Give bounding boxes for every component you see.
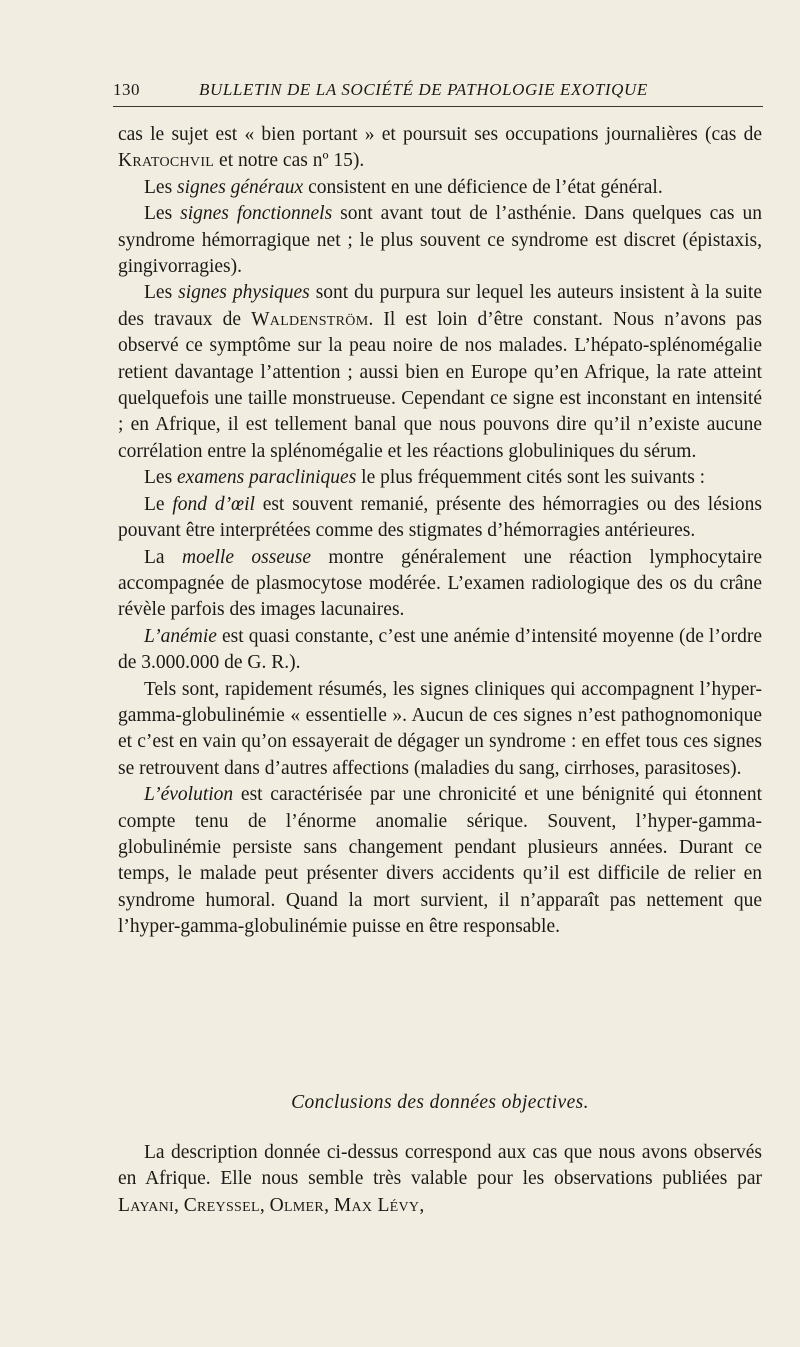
author-name: Waldenström [251, 308, 369, 330]
paragraph: Les signes fonctionnels sont avant tout de l’asthénie. Dans quelques cas un syndrome hémorragique net ; le plus souvent ce syndrome est discret (épistaxis, gingivorragies). [118, 203, 762, 278]
paragraph: Les signes physiques sont du purpura sur lequel les auteurs insistent à la suite des travaux de Waldenström. Il est loin d’être constant. Nous n’avons pas observé ce symptôme sur la peau noire de nos malades. L’hépato-splénomégalie retient davantage l’attention ; aussi bien en Europe qu’en Afrique, la rate atteint quelquefois une taille monstrueuse. Cependant ce signe est inconstant en intensité ; en Afrique, il est tellement banal que nous pouvons dire qu’il n’existe aucune corrélation entre la splénomégalie et les réactions globuliniques du sérum. [118, 282, 762, 462]
emphasis: L’évolution [144, 784, 234, 806]
paragraph: Tels sont, rapidement résumés, les signes cliniques qui accompagnent l’hyper-gamma-globulinémie « essentielle ». Aucun de ces signes n’est pathognomonique et c’est en vain qu’on essayerait de dégager un syndrome : en effet tous ces signes se retrouvent dans d’autres affections (maladies du sang, cirrhoses, parasitoses). [118, 678, 762, 779]
body-text [118, 122, 762, 941]
section-body-text [118, 1140, 762, 1219]
author-name: Olmer [269, 1194, 325, 1216]
emphasis: examens paracliniques [177, 467, 357, 489]
paragraph: L’anémie est quasi constante, c’est une anémie d’intensité moyenne (de l’ordre de 3.000.000 de G. R.). [118, 625, 762, 674]
page-number: 130 [113, 80, 140, 99]
author-name: Layani [118, 1194, 174, 1216]
header-rule [113, 106, 763, 107]
author-name: Kratochvil [118, 150, 215, 172]
paragraph: La description donnée ci-dessus correspond aux cas que nous avons observés en Afrique. Elle nous semble très valable pour les observations publiées par Layani, Creyssel, Olmer, Max Lévy, [118, 1142, 762, 1216]
paragraph: Le fond d’œil est souvent remanié, présente des hémorragies ou des lésions pouvant être interprétées comme des stigmates d’hémorragies antérieures. [118, 493, 762, 542]
author-name: Max Lévy [333, 1194, 420, 1216]
section-heading: Conclusions des données objectives. [291, 1092, 589, 1113]
paragraph: L’évolution est caractérisée par une chronicité et une bénignité qui étonnent compte tenu de l’énorme anomalie sérique. Souvent, l’hyper-gamma-globulinémie persiste sans changement pendant plusieurs années. Durant ce temps, le malade peut présenter divers accidents qu’il est difficile de relier en syndrome humoral. Quand la mort survient, il n’apparaît pas nettement que l’hyper-gamma-globulinémie puisse en être responsable. [118, 784, 762, 938]
page-header [113, 80, 758, 102]
paragraph: La moelle osseuse montre généralement une réaction lymphocytaire accompagnée de plasmocytose modérée. L’examen radiologique des os du crâne révèle parfois des images lacunaires. [118, 546, 762, 621]
emphasis: signes généraux [177, 176, 304, 198]
emphasis: signes physiques [178, 282, 310, 304]
paragraph: Les signes généraux consistent en une déficience de l’état général. [144, 176, 663, 198]
running-title: BULLETIN DE LA SOCIÉTÉ DE PATHOLOGIE EXOTIQUE [199, 80, 648, 99]
paragraph: cas le sujet est « bien portant » et poursuit ses occupations journalières (cas de Kratochvil et notre cas nº 15). [118, 124, 762, 172]
emphasis: fond d’œil [172, 493, 255, 515]
author-name: Creyssel [183, 1194, 260, 1216]
emphasis: moelle osseuse [182, 546, 311, 568]
paragraph: Les examens paracliniques le plus fréquemment cités sont les suivants : [144, 467, 706, 489]
emphasis: L’anémie [144, 625, 217, 647]
emphasis: signes fonctionnels [180, 203, 333, 225]
